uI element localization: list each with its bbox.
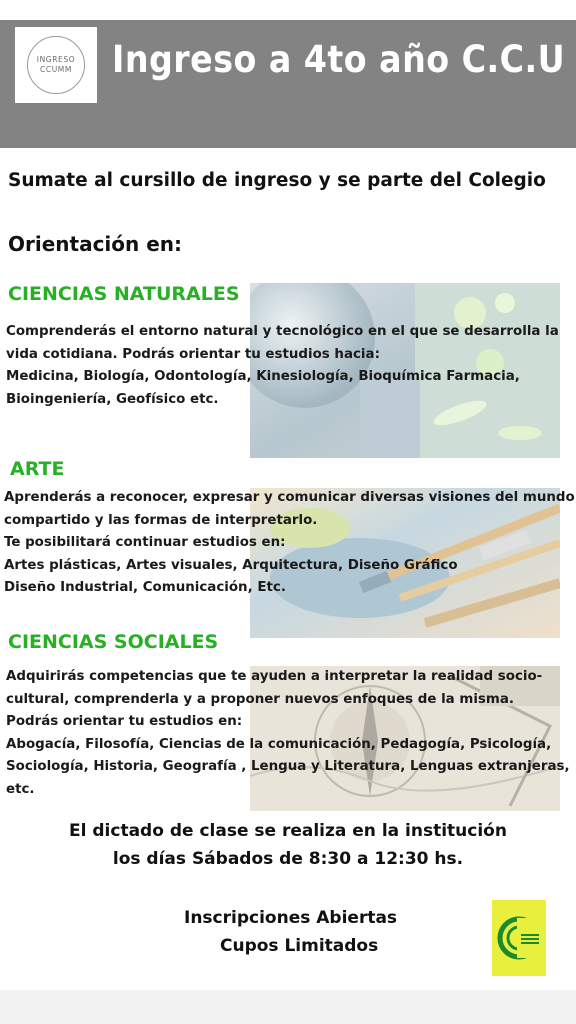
logo-line-2: CCUMM bbox=[40, 65, 72, 74]
section-heading-ciencias-sociales: CIENCIAS SOCIALES bbox=[8, 631, 219, 653]
logo-line-1: INGRESO bbox=[36, 55, 76, 64]
ingreso-logo-circle bbox=[27, 36, 85, 94]
top-strip bbox=[0, 0, 576, 20]
section-line: Medicina, Biología, Odontología, Kinesiología, Bioquímica Farmacia, bbox=[6, 369, 520, 384]
ingreso-logo bbox=[15, 27, 97, 103]
schedule-line-1: El dictado de clase se realiza en la institución bbox=[69, 821, 507, 841]
section-heading-arte: ARTE bbox=[10, 458, 65, 480]
orientation-heading: Orientación en: bbox=[8, 232, 183, 256]
section-line: Te posibilitará continuar estudios en: bbox=[4, 535, 286, 550]
section-line: cultural, comprenderla y a proponer nuevos enfoques de la misma. bbox=[6, 691, 514, 707]
enrollment-line-1: Inscripciones Abiertas bbox=[184, 908, 398, 928]
section-line: Aprenderás a reconocer, expresar y comunicar diversas visiones del mundo bbox=[4, 490, 575, 505]
school-logo bbox=[492, 900, 546, 976]
footer-strip bbox=[0, 990, 576, 1024]
section-line: etc. bbox=[6, 781, 35, 797]
section-line: Diseño Industrial, Comunicación, Etc. bbox=[4, 580, 286, 595]
section-heading-ciencias-naturales: CIENCIAS NATURALES bbox=[8, 283, 240, 305]
section-body-ciencias-naturales bbox=[6, 321, 559, 411]
section-body-arte bbox=[4, 487, 575, 600]
subtitle: Sumate al cursillo de ingreso y se parte del Colegio bbox=[8, 170, 546, 191]
enrollment-line-2: Cupos Limitados bbox=[220, 936, 379, 956]
schedule-line-2: los días Sábados de 8:30 a 12:30 hs. bbox=[112, 849, 464, 869]
page-title: Ingreso a 4to año C.C.U bbox=[112, 38, 566, 81]
section-line: Adquirirás competencias que te ayuden a interpretar la realidad socio- bbox=[6, 669, 543, 684]
section-line: compartido y las formas de interpretarlo. bbox=[4, 512, 318, 528]
section-line: vida cotidiana. Podrás orientar tu estudios hacia: bbox=[6, 346, 380, 362]
section-line: Sociología, Historia, Geografía , Lengua y Literatura, Lenguas extranjeras, bbox=[6, 759, 570, 774]
section-line: Podrás orientar tu estudios en: bbox=[6, 714, 243, 729]
section-line: Comprenderás el entorno natural y tecnológico en el que se desarrolla la bbox=[6, 324, 559, 339]
section-line: Artes plásticas, Artes visuales, Arquitectura, Diseño Gráfico bbox=[4, 557, 458, 573]
section-line: Abogacía, Filosofía, Ciencias de la comunicación, Pedagogía, Psicología, bbox=[6, 736, 552, 752]
section-body-ciencias-sociales bbox=[6, 666, 570, 801]
section-line: Bioingeniería, Geofísico etc. bbox=[6, 391, 219, 407]
